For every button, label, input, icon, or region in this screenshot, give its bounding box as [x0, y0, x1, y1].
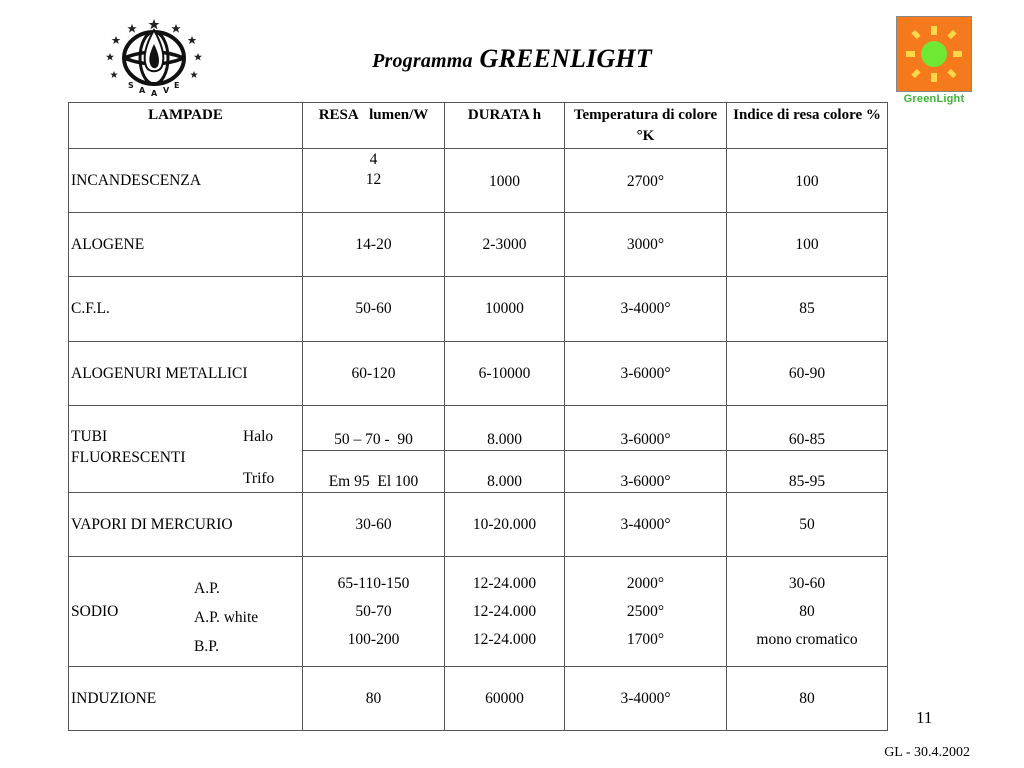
lamp-name: ALOGENE	[69, 213, 303, 277]
table-row-alogene	[69, 213, 888, 277]
greenlight-logo-text: GreenLight	[903, 93, 965, 105]
slide-title: Programma GREENLIGHT	[372, 44, 652, 73]
table-row-vapori-di-mercurio	[69, 493, 888, 557]
svg-text:E: E	[174, 81, 180, 90]
indice-value: 85-95	[727, 450, 888, 493]
durata-value: 2-3000	[445, 213, 565, 277]
temp-value: 3000°	[565, 213, 727, 277]
indice-value: 50	[727, 493, 888, 557]
durata-value: 60000	[445, 667, 565, 731]
resa-value-b: 12	[365, 171, 382, 188]
temp-ap: 2000°	[626, 574, 665, 592]
lamp-name: VAPORI DI MERCURIO	[69, 493, 303, 557]
resa-value: 30-60	[303, 493, 445, 557]
svg-text:A: A	[139, 86, 146, 95]
temp-value: 3-6000°	[565, 450, 727, 493]
lamp-comparison-table	[68, 102, 888, 731]
durata-value: 1000	[445, 149, 565, 213]
greenlight-logo	[895, 16, 973, 114]
table-row-alogenuri-metallici	[69, 342, 888, 406]
header-indice: Indice di resa colore %	[727, 103, 888, 149]
header-durata: DURATA h	[445, 103, 565, 149]
indice-values	[727, 557, 888, 667]
indice-value: 60-90	[727, 342, 888, 406]
indice-ap-white: 80	[799, 602, 815, 620]
temp-value: 3-6000°	[565, 406, 727, 451]
lamp-name: INCANDESCENZA	[69, 149, 303, 213]
durata-value: 10000	[445, 277, 565, 342]
resa-value: 50-60	[303, 277, 445, 342]
header-resa: RESA lumen/W	[303, 103, 445, 149]
resa-value: 60-120	[303, 342, 445, 406]
svg-text:S: S	[128, 81, 134, 90]
durata-ap: 12-24.000	[472, 574, 537, 592]
sodio-bp-label: B.P.	[194, 638, 219, 655]
svg-text:A: A	[151, 89, 158, 98]
trifo-label: Trifo	[243, 470, 275, 487]
indice-bp: mono cromatico	[756, 630, 858, 648]
temp-value: 3-4000°	[565, 493, 727, 557]
svg-text:V: V	[163, 86, 170, 95]
sodio-label: SODIO	[71, 603, 119, 620]
sodio-ap-label: A.P.	[194, 580, 220, 597]
table-row-cfl	[69, 277, 888, 342]
table-row-sodio	[69, 557, 888, 667]
indice-value: 100	[727, 213, 888, 277]
resa-value: 14-20	[303, 213, 445, 277]
temp-value: 3-4000°	[565, 667, 727, 731]
resa-value: 50 – 70 - 90	[303, 406, 445, 451]
temp-value: 2700°	[565, 149, 727, 213]
table-header-row	[69, 103, 888, 149]
durata-ap-white: 12-24.000	[472, 602, 537, 620]
tubi-label: TUBI	[71, 428, 108, 445]
resa-value: Em 95 El 100	[303, 450, 445, 493]
lamp-name-tubi	[69, 406, 303, 493]
lamp-name: INDUZIONE	[69, 667, 303, 731]
durata-value: 8.000	[445, 406, 565, 451]
durata-value: 8.000	[445, 450, 565, 493]
indice-value: 60-85	[727, 406, 888, 451]
resa-ap-white: 50-70	[355, 602, 392, 620]
temp-values	[565, 557, 727, 667]
indice-value: 100	[727, 149, 888, 213]
sodio-ap-white-label: A.P. white	[194, 609, 259, 626]
durata-value: 6-10000	[445, 342, 565, 406]
halo-label: Halo	[243, 428, 274, 445]
temp-value: 3-6000°	[565, 342, 727, 406]
resa-bp: 100-200	[347, 630, 400, 648]
durata-bp: 12-24.000	[472, 630, 537, 648]
indice-value: 85	[727, 277, 888, 342]
table-row-tubi-halo	[69, 406, 888, 451]
lamp-name: C.F.L.	[69, 277, 303, 342]
resa-value: 80	[303, 667, 445, 731]
temp-ap-white: 2500°	[626, 602, 665, 620]
resa-values	[303, 557, 445, 667]
resa-value	[303, 149, 445, 213]
resa-ap: 65-110-150	[337, 574, 410, 592]
lamp-name: ALOGENURI METALLICI	[69, 342, 303, 406]
durata-values	[445, 557, 565, 667]
footer-text: GL - 30.4.2002	[884, 745, 970, 760]
lamp-name-sodio	[69, 557, 303, 667]
table-row-incandescenza	[69, 149, 888, 213]
temp-value: 3-4000°	[565, 277, 727, 342]
indice-value: 80	[727, 667, 888, 731]
header-temperatura: Temperatura di colore °K	[565, 103, 727, 149]
durata-value: 10-20.000	[445, 493, 565, 557]
sun-icon	[896, 16, 972, 92]
page-number: 11	[916, 708, 933, 727]
indice-ap: 30-60	[788, 574, 826, 592]
table-row-induzione	[69, 667, 888, 731]
resa-value-a: 4	[369, 151, 378, 168]
fluorescenti-label: FLUORESCENTI	[71, 449, 186, 466]
temp-bp: 1700°	[626, 630, 665, 648]
header-lampade: LAMPADE	[69, 103, 303, 149]
